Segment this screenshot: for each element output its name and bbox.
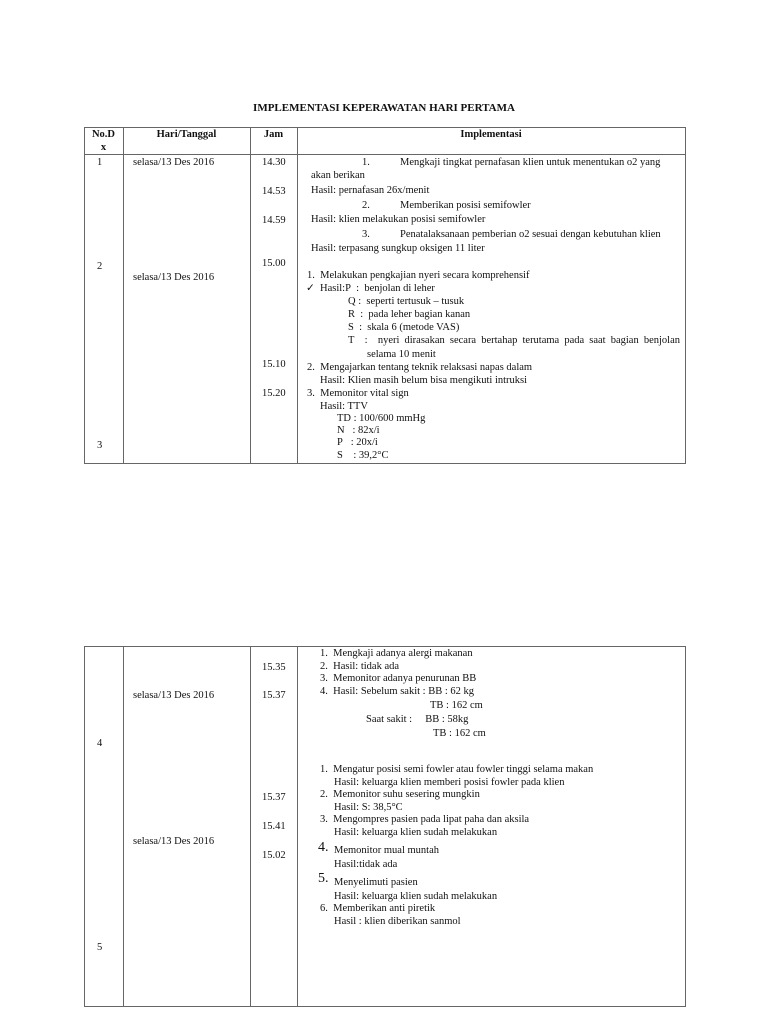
implementation-result: Hasil: keluarga klien sudah melakukan: [334, 827, 498, 838]
weight-tb-during: TB : 162 cm: [433, 728, 486, 739]
implementation-result: Hasil:P : benjolan di leher: [320, 283, 435, 294]
pain-assessment-s: S : skala 6 (metode VAS): [348, 322, 460, 333]
implementation-result: Hasil: keluarga klien sudah melakukan: [334, 891, 498, 902]
header-day-date: Hari/Tanggal: [156, 129, 217, 140]
table-border: [84, 1006, 686, 1007]
implementation-text: 6. Memberikan anti piretik: [320, 903, 436, 914]
pain-assessment-r: R : pada leher bagian kanan: [348, 309, 471, 320]
implementation-result: Hasil: Klien masih belum bisa mengikuti intruksi: [320, 375, 528, 386]
column-divider: [123, 127, 124, 463]
implementation-result: Hasil:tidak ada: [334, 859, 398, 870]
implementation-text: akan berikan: [311, 170, 365, 181]
pain-assessment-t: T : nyeri dirasakan secara bertahap terutama pada saat bagian benjolan: [348, 335, 680, 346]
implementation-result: 2. Hasil: tidak ada: [320, 661, 400, 672]
list-number: 1.: [362, 157, 370, 168]
vital-sign-s: S : 39,2°C: [337, 450, 389, 461]
header-time: Jam: [263, 129, 284, 140]
implementation-result: Hasil : klien diberikan sanmol: [334, 916, 461, 927]
table-border: [84, 646, 686, 647]
implementation-text: 2. Memonitor suhu sesering mungkin: [320, 789, 480, 800]
pain-assessment-t-continued: selama 10 menit: [367, 349, 436, 360]
time-cell: 15.02: [262, 850, 286, 861]
header-divider: [84, 154, 686, 155]
time-cell: 15.35: [262, 662, 286, 673]
dx-number: 1: [97, 157, 103, 168]
time-cell: 15.10: [262, 359, 286, 370]
table-border: [84, 463, 686, 464]
header-no-dx: No.D: [91, 129, 116, 140]
implementation-text: Memonitor mual muntah: [334, 845, 439, 856]
vital-sign-n: N : 82x/i: [337, 425, 380, 436]
implementation-text: 3. Memonitor vital sign: [307, 388, 409, 399]
implementation-text: Penatalaksanaan pemberian o2 sesuai dengan kebutuhan klien: [400, 229, 661, 240]
implementation-result: Hasil: terpasang sungkup oksigen 11 liter: [311, 243, 485, 254]
list-number: 3.: [362, 229, 370, 240]
list-number: 4.: [318, 840, 329, 855]
table-border: [84, 127, 686, 128]
dx-number: 2: [97, 261, 103, 272]
page-title: IMPLEMENTASI KEPERAWATAN HARI PERTAMA: [253, 102, 515, 114]
implementation-text: 3. Memonitor adanya penurunan BB: [320, 673, 477, 684]
implementation-result: Hasil: keluarga klien memberi posisi fowler pada klien: [334, 777, 565, 788]
implementation-result: Hasil: pernafasan 26x/menit: [311, 185, 430, 196]
date-cell: selasa/13 Des 2016: [133, 157, 215, 168]
check-icon: ✓: [306, 283, 315, 294]
time-cell: 14.30: [262, 157, 286, 168]
column-divider: [250, 646, 251, 1006]
table-border: [685, 127, 686, 463]
dx-number: 3: [97, 440, 103, 451]
implementation-text: Memberikan posisi semifowler: [400, 200, 531, 211]
time-cell: 15.20: [262, 388, 286, 399]
header-implementation: Implementasi: [460, 129, 522, 140]
implementation-result: 4. Hasil: Sebelum sakit : BB : 62 kg: [320, 686, 474, 697]
table-border: [84, 127, 85, 463]
time-cell: 15.41: [262, 821, 286, 832]
column-divider: [297, 127, 298, 463]
dx-number: 4: [97, 738, 103, 749]
weight-tb-before: TB : 162 cm: [430, 700, 483, 711]
implementation-text: 1. Melakukan pengkajian nyeri secara komprehensif: [307, 270, 530, 281]
date-cell: selasa/13 Des 2016: [133, 836, 215, 847]
list-number: 2.: [362, 200, 370, 211]
time-cell: 15.37: [262, 690, 286, 701]
implementation-text: 2. Mengajarkan tentang teknik relaksasi napas dalam: [307, 362, 533, 373]
time-cell: 14.53: [262, 186, 286, 197]
pain-assessment-q: Q : seperti tertusuk – tusuk: [348, 296, 465, 307]
table-border: [84, 646, 85, 1006]
time-cell: 15.00: [262, 258, 286, 269]
vital-sign-p: P : 20x/i: [337, 437, 378, 448]
implementation-text: 3. Mengompres pasien pada lipat paha dan aksila: [320, 814, 530, 825]
column-divider: [297, 646, 298, 1006]
dx-number: 5: [97, 942, 103, 953]
implementation-result: Hasil: klien melakukan posisi semifowler: [311, 214, 486, 225]
implementation-result: Hasil: TTV: [320, 401, 368, 412]
date-cell: selasa/13 Des 2016: [133, 690, 215, 701]
implementation-text: 1. Mengkaji adanya alergi makanan: [320, 648, 473, 659]
implementation-text: Menyelimuti pasien: [334, 877, 418, 888]
list-number: 5.: [318, 871, 329, 886]
vital-sign-td: TD : 100/600 mmHg: [337, 413, 426, 424]
time-cell: 14.59: [262, 215, 286, 226]
weight-during-illness: Saat sakit : BB : 58kg: [366, 714, 469, 725]
implementation-text: Mengkaji tingkat pernafasan klien untuk menentukan o2 yang: [400, 157, 661, 168]
time-cell: 15.37: [262, 792, 286, 803]
implementation-text: 1. Mengatur posisi semi fowler atau fowler tinggi selama makan: [320, 764, 594, 775]
table-border: [685, 646, 686, 1006]
column-divider: [123, 646, 124, 1006]
implementation-result: Hasil: S: 38,5°C: [334, 802, 403, 813]
column-divider: [250, 127, 251, 463]
date-cell: selasa/13 Des 2016: [133, 272, 215, 283]
header-no-dx-continued: x: [100, 142, 107, 153]
